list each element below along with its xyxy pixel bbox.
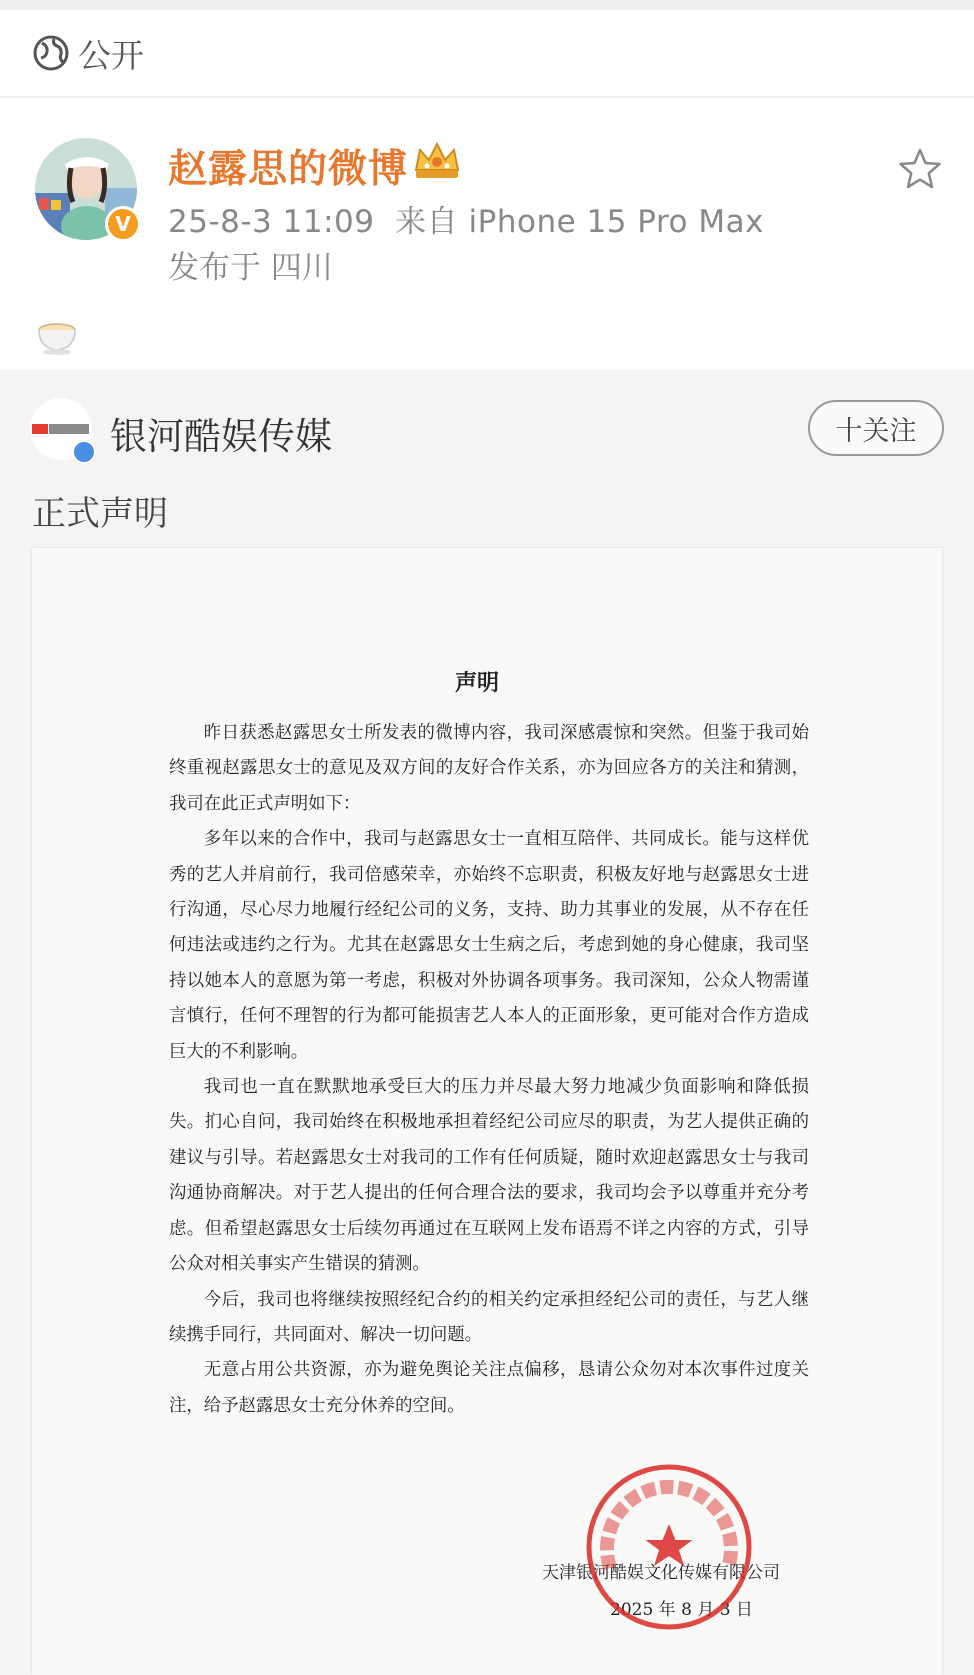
author-section xyxy=(0,100,974,370)
post-meta: 25-8-3 11:09 来自 iPhone 15 Pro Max xyxy=(168,204,764,240)
verified-icon xyxy=(72,440,96,464)
repost-card[interactable] xyxy=(0,370,974,1675)
visibility-bar[interactable] xyxy=(0,10,974,98)
doc-company: 天津银河酷娱文化传媒有限公司 xyxy=(542,1563,780,1583)
author-name[interactable]: 赵露思的微博 xyxy=(168,147,409,192)
star-icon[interactable] xyxy=(896,146,944,194)
globe-icon xyxy=(32,34,70,72)
statement-image[interactable] xyxy=(32,548,942,1675)
doc-body xyxy=(169,716,809,1424)
repost-text: 正式声明 xyxy=(32,494,168,534)
doc-paragraph: 昨日获悉赵露思女士所发表的微博内容，我司深感震惊和突然。但鉴于我司始终重视赵露思女士的意见及双方间的友好合作关系，亦为回应各方的关注和猜测，我司在此正式声明如下： xyxy=(169,723,809,814)
crown-icon[interactable] xyxy=(412,140,462,182)
tea-icon xyxy=(33,310,81,358)
doc-paragraph: 多年以来的合作中，我司与赵露思女士一直相互陪伴、共同成长。能与这样优秀的艺人并肩前行，我司倍感荣幸，亦始终不忘职责，积极友好地与赵露思女士进行沟通，尽心尽力地履行经纪公司的义务，支持、助力其事业的发展，从不存在任何违法或违约之行为。尤其在赵露思女士生病之后，考虑到她的身心健康，我司坚持以她本人的意愿为第一考虑，积极对外协调各项事务。我司深知，公众人物需谨言慎行，任何不理智的行为都可能损害艺人本人的正面形象，更可能对合作方造成巨大的不利影响。 xyxy=(169,829,809,1062)
follow-button[interactable]: 十关注 xyxy=(808,400,944,456)
top-strip xyxy=(0,0,974,10)
doc-paragraph: 今后，我司也将继续按照经纪合约的相关约定承担经纪公司的责任，与艺人继续携手同行，共同面对、解决一切问题。 xyxy=(169,1289,809,1345)
verified-icon: V xyxy=(105,206,141,242)
doc-date: 2025 年 8 月 3 日 xyxy=(610,1600,753,1620)
org-name[interactable]: 银河酷娱传媒 xyxy=(110,415,332,458)
doc-paragraph: 我司也一直在默默地承受巨大的压力并尽最大努力地减少负面影响和降低损失。扪心自问，我司始终在积极地承担着经纪公司应尽的职责，为艺人提供正确的建议与引导。若赵露思女士对我司的工作有任何质疑，随时欢迎赵露思女士与我司沟通协商解决。对于艺人提出的任何合理合法的要求，我司均会予以尊重并充分考虑。但希望赵露思女士后续勿再通过在互联网上发布语焉不详之内容的方式，引导公众对相关事实产生错误的猜测。 xyxy=(169,1077,809,1275)
visibility-label: 公开 xyxy=(78,35,144,75)
doc-paragraph: 无意占用公共资源，亦为避免舆论关注点偏移，恳请公众勿对本次事件过度关注，给予赵露思女士充分休养的空间。 xyxy=(169,1360,809,1416)
doc-title: 声明 xyxy=(454,670,499,696)
post-location: 发布于 四川 xyxy=(168,250,333,286)
company-seal xyxy=(580,1458,758,1636)
